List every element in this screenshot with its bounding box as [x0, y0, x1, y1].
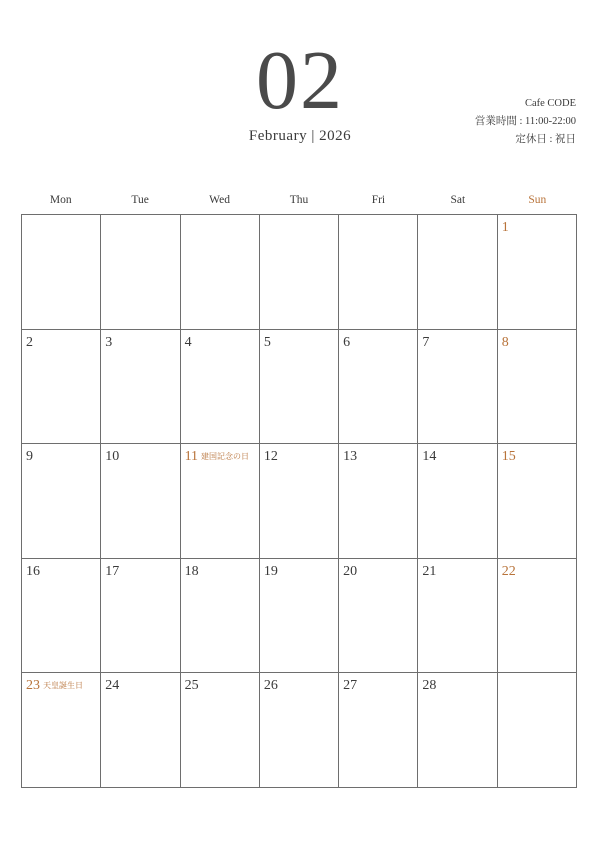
calendar-day-cell	[101, 444, 180, 559]
day-number-text: 14	[422, 449, 437, 465]
calendar-day-cell	[22, 559, 101, 674]
day-number-text: 3	[105, 334, 113, 350]
shop-hours: 営業時間 : 11:00-22:00	[474, 116, 576, 127]
holiday-name: 天皇誕生日	[43, 681, 83, 691]
day-number	[264, 678, 278, 694]
weekday-header	[21, 194, 577, 212]
day-number-text: 11	[184, 449, 199, 465]
calendar-day-cell	[498, 215, 577, 330]
calendar-day-cell	[22, 330, 101, 445]
calendar-day-cell	[418, 559, 497, 674]
day-number	[343, 335, 350, 351]
day-number-text: 21	[422, 563, 437, 579]
day-number	[105, 449, 119, 465]
day-number	[422, 449, 436, 465]
calendar-day-cell	[418, 444, 497, 559]
day-number	[264, 564, 278, 580]
day-number	[185, 564, 199, 580]
calendar-day-cell	[339, 673, 418, 788]
calendar-day-cell	[339, 559, 418, 674]
day-number	[502, 335, 509, 351]
weekday-mon: Mon	[49, 194, 72, 206]
day-number	[185, 678, 199, 694]
day-number-text: 6	[343, 334, 351, 350]
day-number-text: 4	[184, 334, 192, 350]
day-number	[105, 678, 119, 694]
day-number	[26, 449, 33, 465]
weekday-tue: Tue	[131, 194, 149, 206]
shop-closed-days: 定休日 : 祝日	[515, 134, 576, 145]
day-number	[264, 449, 278, 465]
calendar-day-cell	[101, 330, 180, 445]
calendar-day-cell	[22, 673, 101, 788]
calendar-day-cell	[181, 673, 260, 788]
day-number	[343, 678, 357, 694]
day-number	[105, 335, 112, 351]
calendar-day-cell	[260, 559, 339, 674]
month-year-label: February | 2026	[248, 128, 352, 144]
day-number	[26, 678, 83, 694]
day-number-text: 7	[422, 334, 430, 350]
day-number-text: 23	[26, 678, 40, 694]
day-number-text: 19	[263, 563, 278, 579]
day-number	[422, 335, 429, 351]
day-number-text: 8	[501, 334, 509, 350]
day-number	[422, 564, 436, 580]
calendar-day-cell	[260, 330, 339, 445]
calendar-day-cell	[260, 215, 339, 330]
day-number	[343, 449, 357, 465]
weekday-sun: Sun	[528, 194, 547, 206]
day-number	[502, 220, 509, 236]
weekday-thu: Thu	[289, 194, 309, 206]
day-number-text: 26	[263, 678, 278, 694]
day-number	[185, 335, 192, 351]
day-number	[422, 678, 436, 694]
day-number	[502, 564, 516, 580]
calendar-day-cell	[339, 330, 418, 445]
day-number-text: 24	[105, 678, 120, 694]
day-number	[105, 564, 119, 580]
day-number	[26, 335, 33, 351]
calendar-day-cell	[498, 444, 577, 559]
day-number-text: 1	[501, 220, 509, 235]
shop-info	[475, 95, 576, 149]
calendar-day-cell	[260, 444, 339, 559]
day-number-text: 9	[26, 449, 33, 465]
calendar-day-cell	[181, 444, 260, 559]
day-number-text: 17	[105, 563, 120, 579]
day-number-text: 16	[26, 563, 40, 579]
calendar-day-cell	[260, 673, 339, 788]
day-number-text: 25	[184, 678, 199, 694]
holiday-name: 建国記念の日	[201, 452, 250, 462]
day-number-text: 10	[105, 449, 120, 465]
day-number	[343, 564, 357, 580]
day-number-text: 28	[422, 678, 437, 694]
day-number	[264, 335, 271, 351]
weekday-sat: Sat	[450, 194, 466, 206]
day-number-text: 20	[343, 563, 358, 579]
day-number-text: 2	[26, 334, 33, 350]
calendar-day-cell	[101, 559, 180, 674]
calendar-day-cell	[418, 673, 497, 788]
calendar-day-cell	[418, 330, 497, 445]
calendar-day-cell	[339, 444, 418, 559]
day-number-text: 13	[343, 449, 358, 465]
day-number-text: 5	[263, 334, 271, 350]
day-number-text: 15	[501, 449, 516, 465]
calendar-day-cell	[22, 444, 101, 559]
weekday-fri: Fri	[371, 194, 386, 206]
calendar-day-cell	[22, 215, 101, 330]
calendar-day-cell	[101, 215, 180, 330]
calendar-day-cell	[339, 215, 418, 330]
month-number: 02	[256, 34, 344, 127]
calendar-day-cell	[498, 673, 577, 788]
calendar-grid	[21, 214, 577, 788]
day-number	[26, 564, 40, 580]
shop-name: Cafe CODE	[524, 98, 576, 109]
weekday-wed: Wed	[209, 194, 230, 206]
calendar-day-cell	[181, 215, 260, 330]
day-number	[502, 449, 516, 465]
calendar-day-cell	[101, 673, 180, 788]
calendar-day-cell	[498, 559, 577, 674]
day-number-text: 27	[343, 678, 358, 694]
calendar-day-cell	[418, 215, 497, 330]
day-number-text: 18	[184, 563, 199, 579]
day-number-text: 12	[263, 449, 278, 465]
day-number	[185, 449, 249, 465]
calendar-day-cell	[181, 330, 260, 445]
calendar-day-cell	[181, 559, 260, 674]
calendar-day-cell	[498, 330, 577, 445]
day-number-text: 22	[501, 563, 516, 579]
